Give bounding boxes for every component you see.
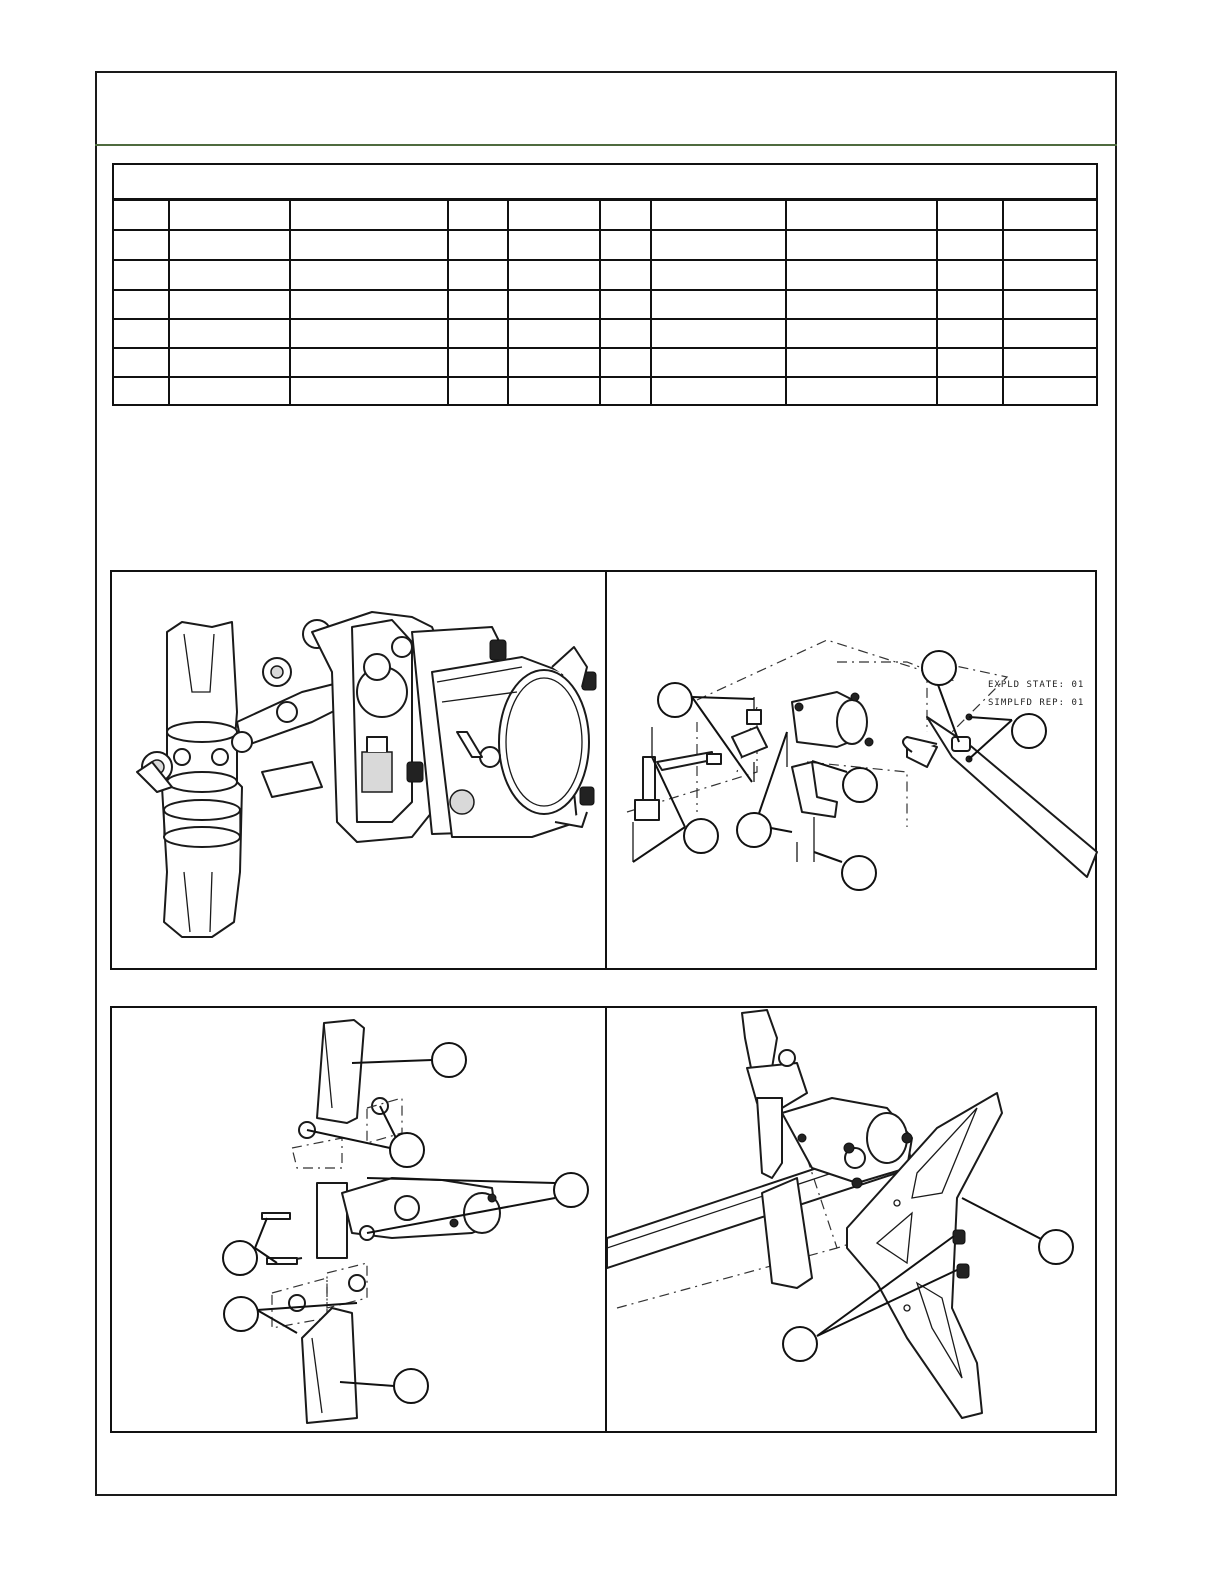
callout-circle — [1012, 714, 1046, 748]
table-col-divider — [507, 201, 509, 404]
parts-table — [112, 163, 1098, 406]
table-row-divider — [114, 347, 1096, 349]
table-col-divider — [650, 201, 652, 404]
table-row-divider — [114, 376, 1096, 378]
panel-assembled-tail-hub — [110, 570, 607, 970]
table-row-divider — [114, 289, 1096, 291]
callout-circle — [658, 683, 692, 717]
exploded-state-label: EXPLD STATE: 01 — [988, 680, 1085, 690]
panel-vertical-fin-install — [605, 1006, 1097, 1433]
callout-circle — [922, 651, 956, 685]
table-col-divider — [168, 201, 170, 404]
callout-group — [112, 1008, 609, 1435]
callout-circle — [737, 813, 771, 847]
callout-circle — [843, 768, 877, 802]
table-row-divider — [114, 229, 1096, 231]
header-rule — [95, 144, 1117, 146]
callout-circle — [394, 1369, 428, 1403]
page-title — [110, 90, 1100, 130]
callout-group — [607, 1008, 1099, 1435]
assembled-hub-drawing — [112, 572, 609, 972]
parts-table-title — [114, 165, 1096, 201]
table-col-divider — [785, 201, 787, 404]
callout-circle — [390, 1133, 424, 1167]
table-col-divider — [289, 201, 291, 404]
callout-circle — [432, 1043, 466, 1077]
callout-circle — [223, 1241, 257, 1275]
callout-circle — [684, 819, 718, 853]
panel-exploded-tail-hub — [605, 570, 1097, 970]
panel-tail-blades-assembly — [110, 1006, 607, 1433]
callout-circle — [554, 1173, 588, 1207]
table-row-divider — [114, 259, 1096, 261]
callout-circle — [1039, 1230, 1073, 1264]
callout-circle — [783, 1327, 817, 1361]
table-col-divider — [447, 201, 449, 404]
callout-circle — [224, 1297, 258, 1331]
table-row-divider — [114, 318, 1096, 320]
callout-group — [607, 572, 1099, 972]
table-col-divider — [599, 201, 601, 404]
table-col-divider — [1002, 201, 1004, 404]
callout-circle — [842, 856, 876, 890]
simplified-rep-label: SIMPLFD REP: 01 — [988, 698, 1085, 708]
table-col-divider — [936, 201, 938, 404]
